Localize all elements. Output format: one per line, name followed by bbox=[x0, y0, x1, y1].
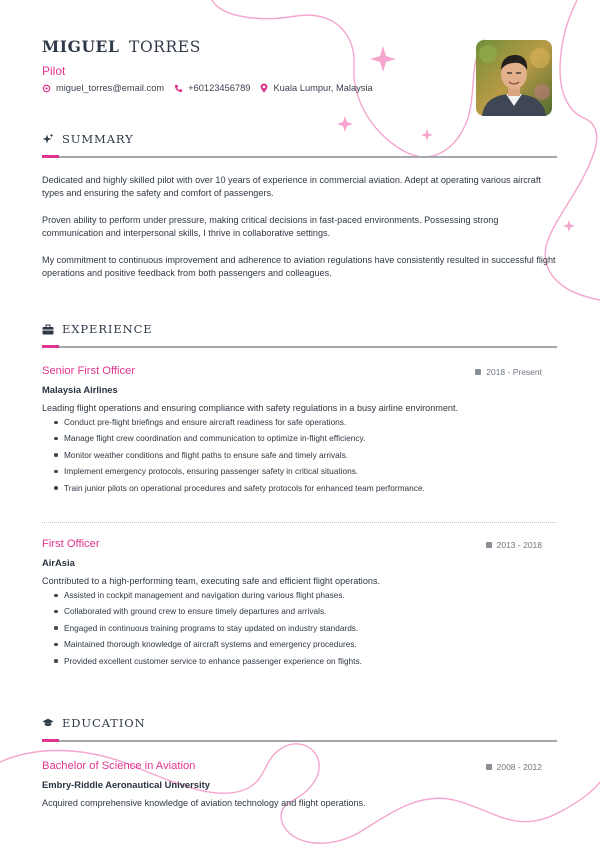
job-dates-text: 2013 - 2018 bbox=[496, 540, 542, 550]
education-rule bbox=[42, 740, 557, 742]
list-item: Conduct pre-flight briefings and ensure aircraft readiness for safe operations. bbox=[54, 417, 425, 433]
contact-phone[interactable] bbox=[174, 83, 250, 93]
list-item: Implement emergency protocols, ensuring passenger safety in critical situations. bbox=[54, 466, 425, 482]
experience-rule bbox=[42, 346, 557, 348]
education-heading bbox=[42, 716, 146, 730]
first-name: MIGUEL bbox=[42, 37, 120, 56]
job-dates-text: 2018 - Present bbox=[486, 367, 542, 377]
list-item: Monitor weather conditions and flight paths to ensure safe and timely arrivals. bbox=[54, 450, 425, 466]
summary-accent bbox=[42, 155, 59, 158]
job-dates bbox=[486, 540, 542, 550]
education-dates-text: 2008 - 2012 bbox=[496, 762, 542, 772]
profile-photo bbox=[476, 40, 552, 116]
job-description: Contributed to a high-performing team, executing safe and efficient flight operations. bbox=[42, 576, 381, 586]
calendar-icon bbox=[475, 369, 481, 375]
summary-title: SUMMARY bbox=[62, 132, 134, 146]
education-description: Acquired comprehensive knowledge of aviation technology and flight operations. bbox=[42, 798, 366, 808]
list-item: Collaborated with ground crew to ensure timely departures and arrivals. bbox=[54, 606, 362, 622]
list-item: Engaged in continuous training programs to stay updated on industry standards. bbox=[54, 623, 362, 639]
summary-paragraph-1: Dedicated and highly skilled pilot with over 10 years of experience in commercial aviation. Adept at operating various aircraft types and ensuring the safety and comfort of passengers. bbox=[42, 175, 541, 199]
location-text: Kuala Lumpur, Malaysia bbox=[273, 83, 373, 93]
education-accent bbox=[42, 739, 59, 742]
job-role: Pilot bbox=[42, 64, 66, 78]
phone-text: +60123456789 bbox=[188, 83, 251, 93]
location-icon bbox=[260, 83, 268, 93]
contact-location bbox=[260, 83, 372, 93]
list-item: Train junior pilots on operational procedures and safety protocols for enhanced team performance. bbox=[54, 483, 425, 499]
job-company: AirAsia bbox=[42, 557, 75, 568]
summary-heading bbox=[42, 132, 134, 146]
experience-accent bbox=[42, 345, 59, 348]
last-name: TORRES bbox=[129, 38, 201, 56]
sparkle-icon bbox=[42, 133, 54, 145]
list-item: Provided excellent customer service to enhance passenger experience on flights. bbox=[54, 656, 362, 672]
education-degree: Bachelor of Science in Aviation bbox=[42, 760, 196, 772]
job-bullets bbox=[54, 417, 425, 499]
experience-title: EXPERIENCE bbox=[62, 322, 153, 336]
summary-rule bbox=[42, 156, 557, 158]
job-bullets bbox=[54, 590, 362, 672]
list-item: Manage flight crew coordination and communication to optimize in-flight efficiency. bbox=[54, 433, 425, 449]
job-title: Senior First Officer bbox=[42, 365, 136, 377]
list-item: Assisted in cockpit management and navigation during various flight phases. bbox=[54, 590, 362, 606]
experience-heading bbox=[42, 322, 153, 336]
phone-icon bbox=[174, 84, 183, 93]
calendar-icon bbox=[486, 764, 492, 770]
job-divider bbox=[42, 522, 557, 523]
calendar-icon bbox=[486, 542, 492, 548]
candidate-name bbox=[42, 37, 201, 56]
contact-email[interactable] bbox=[42, 83, 164, 93]
job-description: Leading flight operations and ensuring compliance with safety regulations in a busy airline environment. bbox=[42, 403, 459, 413]
email-text: miguel_torres@email.com bbox=[56, 83, 165, 93]
job-dates bbox=[475, 367, 542, 377]
contact-row bbox=[42, 83, 383, 93]
list-item: Maintained thorough knowledge of aircraft systems and emergency procedures. bbox=[54, 639, 362, 655]
education-dates bbox=[486, 762, 542, 772]
education-school: Embry-Riddle Aeronautical University bbox=[42, 779, 210, 790]
email-icon bbox=[42, 84, 51, 93]
job-company: Malaysia Airlines bbox=[42, 384, 118, 395]
education-title: EDUCATION bbox=[62, 716, 146, 730]
job-title: First Officer bbox=[42, 538, 100, 550]
summary-paragraph-3: My commitment to continuous improvement and adherence to aviation regulations have consistently resulted in successful flight operations and positive feedback from both passengers and colleagues. bbox=[42, 255, 556, 279]
graduation-cap-icon bbox=[42, 717, 54, 729]
summary-paragraph-2: Proven ability to perform under pressure, making critical decisions in fast-paced environments. Possessing strong communication and interpersonal skills, I thrive in collaborative settings. bbox=[42, 215, 499, 239]
briefcase-icon bbox=[42, 323, 54, 335]
